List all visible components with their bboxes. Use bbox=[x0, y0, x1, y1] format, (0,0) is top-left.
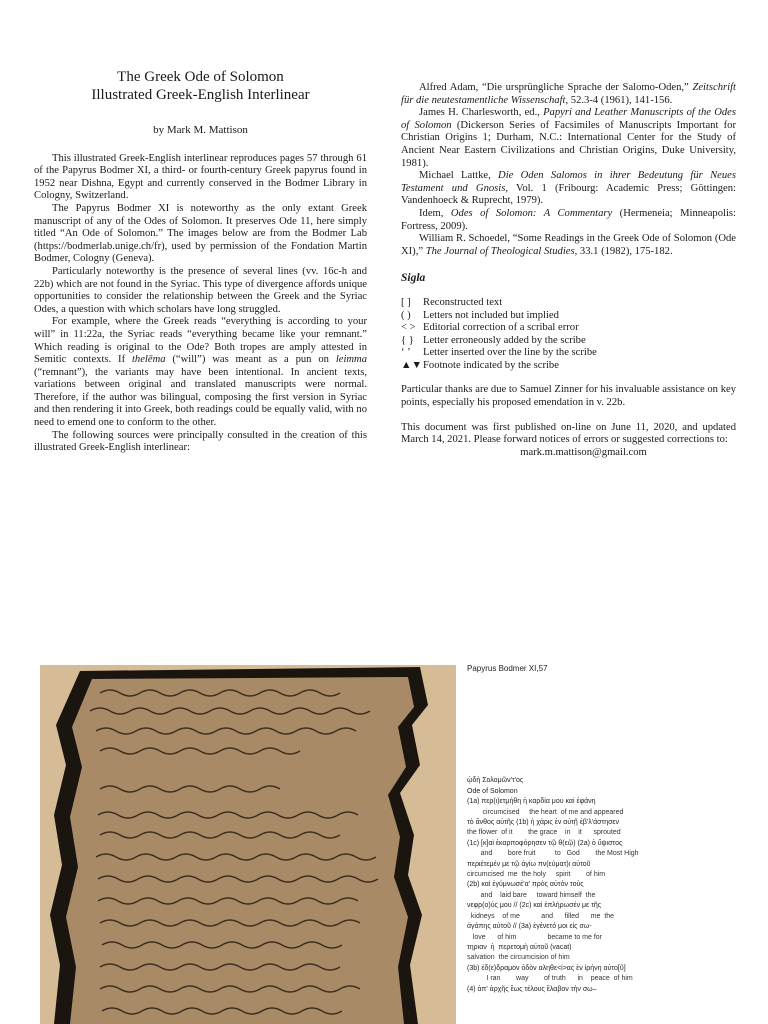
sigla-symbol: { } bbox=[401, 334, 414, 346]
sigla-symbol: [ ] bbox=[401, 296, 411, 308]
interlinear-english-line: and laid bare toward himself the bbox=[467, 891, 596, 899]
interlinear-english-line: and bore fruit to God the Most High bbox=[467, 850, 639, 858]
sigla-symbol: < > bbox=[401, 322, 416, 334]
bodmer-paragraph: The Papyrus Bodmer XI is noteworthy as the only extant Greek manuscript of any of the Odes of Solomon. It preserves Ode 11, here simply titled “An Ode of Solomon.” The images below are from the Bodmer Lab (https://bodmerlab.unige.ch/fr), used by permission of the Fondation Martin Bodmer, Cologny (Geneva). bbox=[34, 202, 367, 265]
interlinear-english-line: love of him became to me for bbox=[467, 933, 602, 941]
source-item: Alfred Adam, “Die ursprüngliche Sprache der Salomo-Oden,” Zeitschrift für die neutestamentliche Wissenschaft, 52.3-4 (1961), 141-156. bbox=[401, 82, 736, 106]
interlinear-english-line: I ran way of truth in peace of him bbox=[467, 975, 633, 983]
left-column bbox=[34, 68, 367, 455]
papyrus-image bbox=[40, 665, 456, 1024]
interlinear-greek-line: ᾠδὴ Σολομῶν'τ'ος bbox=[467, 777, 524, 785]
source-item: James H. Charlesworth, ed., Papyri and Leather Manuscripts of the Odes of Solomon (Dickerson Series of Facsimiles of Manuscripts Important for Christian Origins 1; Durham, N.C.: International Center for the Study of Ancient Near Eastern Civilizations and Christian Origins, Duke University, 1981). bbox=[401, 107, 737, 169]
syriac-divergence-paragraph: Particularly noteworthy is the presence of several lines (vv. 16c-h and 22b) which are not found in the Syriac. This type of divergence affords unique opportunities to consider the relationship between the Greek and the Syriac Odes, a question with which scholars have long struggled. bbox=[34, 265, 367, 315]
sigla-symbol: ‘ ’ bbox=[401, 347, 411, 359]
sigla-item: ‘ ’ Letter inserted over the line by the scribe bbox=[401, 347, 597, 359]
example-paragraph: For example, where the Greek reads “everything is according to your will” in 11:22a, the Syriac reads “everything became like your remnant.” Which reading is original to the Ode? Both tropes are amply attested in Semitic contexts. If thelēma (“will”) was meant as a pun on leimma (“remnant”), the variants may have been intentional. In ancient texts, variations between original and translated manuscripts were normal. Therefore, if the author was bilingual, composing the first version in Syriac and then rendering it into Greek, both readings could be equally valid, with no need to emend one to conform to the other. bbox=[34, 316, 367, 429]
intro-paragraph: This illustrated Greek-English interlinear reproduces pages 57 through 61 of the Papyrus Bodmer XI, a third- or fourth-century Greek papyrus found in 1952 near Dishna, Egypt and currently conserved in the Bodmer Library in Cologny, Switzerland. bbox=[34, 152, 367, 202]
interlinear-greek-line: (3b) ἐδ(ε)δραμον ὁδὸν αληθε<ί>ας ἐν ἰρήνη αὐτο[ῦ] bbox=[467, 964, 626, 972]
interlinear-greek-line: τηριαν ἡ περετομὴ αὐτοῦ (vacat) bbox=[467, 943, 572, 951]
sources-intro-paragraph: The following sources were principally consulted in the creation of this illustrated Greek-English interlinear: bbox=[34, 429, 367, 454]
thanks-paragraph: Particular thanks are due to Samuel Zinner for his invaluable assistance on key points, especially his proposed emendation in v. 22b. bbox=[401, 384, 736, 409]
interlinear-greek-line: ἀγάπης αὐτοῦ // (3a) ἐγένετό μοι εἰς σω- bbox=[467, 923, 592, 931]
publication-paragraph: This document was first published on-line on June 11, 2020, and updated March 14, 2021. Please forward notices of errors or suggested corrections to: bbox=[401, 421, 736, 446]
contact-email[interactable]: mark.m.mattison@gmail.com bbox=[520, 446, 647, 458]
byline: by Mark M. Mattison bbox=[153, 124, 248, 136]
interlinear-english-line: kidneys of me and filled me the bbox=[467, 912, 615, 920]
sigla-item: [ ] Reconstructed text bbox=[401, 296, 503, 308]
source-item: Michael Lattke, Die Oden Salomos in ihrer Bedeutung für Neues Testament und Gnosis, Vol. 1 (Fribourg: Academic Press; Göttingen: Vandenhoeck & Ruprecht, 1979). bbox=[401, 170, 736, 207]
interlinear-greek-line: (2b) καὶ ἐγύμνωσέ'α' πρὸς αὐτὸν τοὺς bbox=[467, 881, 584, 889]
interlinear-greek-line: νεφρ(ο)ύς μου // (2c) καὶ ἐπλήρωσέν με τῆς bbox=[467, 902, 602, 910]
papyrus-caption: Papyrus Bodmer XI,57 bbox=[467, 664, 548, 673]
interlinear-english-line: salvation the circumcision of him bbox=[467, 954, 570, 962]
sigla-heading: Sigla bbox=[401, 272, 426, 285]
sigla-item: < > Editorial correction of a scribal error bbox=[401, 322, 579, 334]
sigla-item: ▲▼ Footnote indicated by the scribe bbox=[401, 359, 559, 371]
sigla-symbol: ▲▼ bbox=[401, 359, 422, 371]
right-column bbox=[401, 82, 736, 459]
document-title bbox=[34, 68, 367, 104]
interlinear-greek-line: (4) ἀπ' ἀρχῆς ἕως τέλους ἔλαβον τὴν σω– bbox=[467, 985, 597, 993]
title-line-1: The Greek Ode of Solomon bbox=[117, 69, 284, 85]
sources-list bbox=[401, 82, 736, 258]
title-line-2: Illustrated Greek-English Interlinear bbox=[91, 87, 310, 103]
interlinear-greek-line: (1a) περ(ι)ετμήθη ἡ καρδία μου καὶ ἐφάνη bbox=[467, 798, 596, 806]
interlinear-english-line: circumcised the heart of me and appeared bbox=[467, 808, 624, 816]
source-item: Idem, Odes of Solomon: A Commentary (Hermeneia; Minneapolis: Fortress, 2009). bbox=[401, 207, 736, 232]
sigla-symbol: ( ) bbox=[401, 309, 411, 321]
interlinear-english-line: the flower of it the grace in it sprouted bbox=[467, 829, 621, 837]
sigla-list bbox=[401, 297, 736, 373]
interlinear-greek-line: (1c) [κ]αὶ ἐκαρποφόρησεν τῷ θ(εῷ) (2a) ὁ ὕψιστος bbox=[467, 839, 623, 847]
interlinear-english-line: circumcised me the holy spirit of him bbox=[467, 871, 606, 879]
interlinear-greek-line: τὸ ἄνθος αὐτῆς (1b) ἡ χάρις ἐν αὐτῇ ἐβ'λ'άστησεν bbox=[467, 819, 620, 827]
interlinear-greek-line: Ode of Solomon bbox=[467, 787, 518, 795]
sigla-item: ( ) Letters not included but implied bbox=[401, 309, 559, 321]
interlinear-panel bbox=[467, 664, 757, 995]
sigla-item: { } Letter erroneously added by the scribe bbox=[401, 334, 586, 346]
source-item: William R. Schoedel, “Some Readings in the Greek Ode of Solomon (Ode XI),” The Journal of Theological Studies, 33.1 (1982), 175-182. bbox=[401, 233, 736, 257]
interlinear-greek-line: περιέτεμέν με τῷ ἁγίω πν(εύματ)ι αὐτοῦ bbox=[467, 860, 591, 868]
